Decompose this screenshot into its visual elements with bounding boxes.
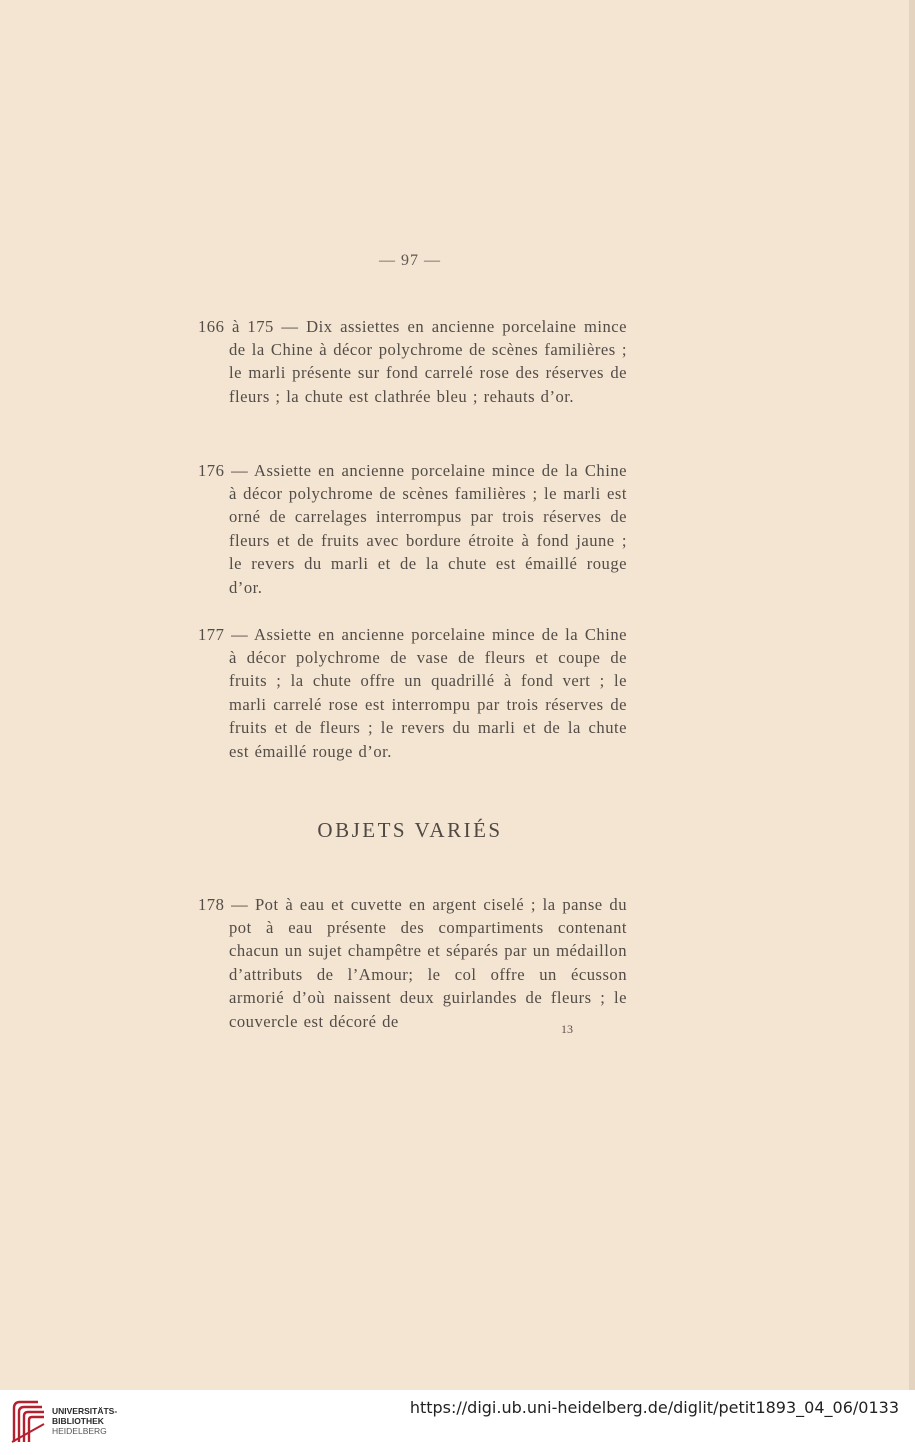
catalog-entry-177: 177 — Assiette en ancienne porcelaine mince de la Chine à décor polychrome de vase de fleurs et coupe de fruits ; la chute offre un quadrillé à fond vert ; le marli carrelé rose est interrompu par trois réserves de fruits et de fleurs ; le revers du marli et de la chute est émaillé rouge d’or.: [198, 624, 627, 761]
library-logo-icon[interactable]: [8, 1398, 48, 1446]
library-name: [52, 1406, 117, 1436]
library-line-1: UNIVERSITÄTS-: [52, 1406, 118, 1416]
library-line-3: HEIDELBERG: [52, 1426, 107, 1436]
section-heading: OBJETS VARIÉS: [317, 818, 503, 842]
library-line-2: BIBLIOTHEK: [52, 1416, 104, 1426]
viewer-footer: [0, 1390, 915, 1455]
catalog-entry-178: 178 — Pot à eau et cuvette en argent ciselé ; la panse du pot à eau présente des compartiments contenant chacun un sujet champêtre et séparés par un médaillon d’attributs de l’Amour; le col offre un écusson armorié d’où naissent deux guirlandes de fleurs ; le couvercle est décoré de: [198, 894, 627, 1031]
page-edge: [909, 0, 915, 1390]
catalog-entry-166-175: 166 à 175 — Dix assiettes en ancienne porcelaine mince de la Chine à décor polychrome de scènes familières ; le marli présente sur fond carrelé rose des réserves de fleurs ; la chute est clathrée bleu ; rehauts d’or.: [198, 316, 627, 406]
page-number: — 97 —: [379, 252, 441, 269]
library-logo-graphic: [8, 1398, 48, 1446]
signature-mark: 13: [561, 1022, 573, 1036]
permalink-url[interactable]: https://digi.ub.uni-heidelberg.de/diglit/petit1893_04_06/0133: [409, 1398, 899, 1417]
catalog-entry-176: 176 — Assiette en ancienne porcelaine mince de la Chine à décor polychrome de scènes familières ; le marli est orné de carrelages interrompus par trois réserves de fleurs et de fruits avec bordure étroite à fond jaune ; le revers du marli et de la chute est émaillé rouge d’or.: [198, 460, 627, 597]
